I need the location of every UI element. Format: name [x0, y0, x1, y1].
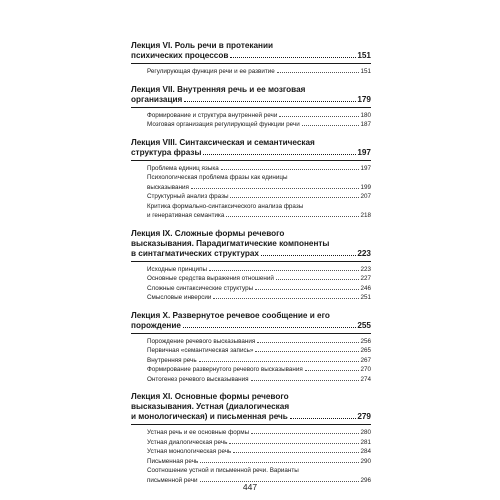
subsection-entry[interactable]: [147, 202, 371, 221]
subsection-list: [147, 265, 371, 303]
subsection-title: Исходные принципы: [147, 265, 208, 273]
subsection-title: Внутренняя речь: [147, 356, 197, 364]
subsection-list: [147, 337, 371, 385]
dot-leader: [230, 197, 359, 198]
toc-lecture: [131, 85, 371, 130]
subsection-entry[interactable]: [147, 438, 371, 448]
subsection-entry[interactable]: [147, 265, 371, 275]
subsection-title-line: Соотношение устной и письменной речи. Варианты: [147, 467, 299, 474]
toc-lecture: [131, 311, 371, 385]
lecture-title: [131, 41, 371, 61]
subsection-page-number: 274: [360, 375, 371, 383]
subsection-page-number: 265: [360, 347, 371, 354]
dot-leader: [213, 298, 359, 299]
subsection-entry[interactable]: [147, 67, 371, 77]
lecture-title: [131, 311, 371, 331]
lecture-title-line: Лекция VI. Роль речи в протекании: [131, 41, 274, 50]
subsection-title: Сложные синтаксические структуры: [147, 284, 254, 292]
section-divider: [131, 424, 371, 425]
subsection-entry[interactable]: [147, 293, 371, 303]
subsection-entry[interactable]: [147, 111, 371, 121]
dot-leader: [305, 370, 360, 371]
dot-leader: [230, 57, 356, 58]
dot-leader: [251, 380, 360, 381]
subsection-title: Регулирующая функция речи и ее развитие: [147, 68, 275, 75]
dot-leader: [277, 72, 360, 73]
subsection-page-number: 223: [360, 265, 371, 273]
dot-leader: [221, 169, 360, 170]
subsection-page-number: 267: [360, 356, 371, 364]
lecture-title-line: структура фразы: [131, 147, 202, 157]
subsection-title: Смысловые инверсии: [147, 294, 212, 301]
subsection-title: и генеративная семантика: [147, 212, 225, 219]
subsection-entry[interactable]: [147, 173, 371, 192]
lecture-title-line: Лекция VIII. Синтаксическая и семантическая: [131, 137, 315, 147]
dot-leader: [302, 125, 360, 126]
dot-leader: [255, 289, 359, 290]
subsection-page-number: 199: [360, 183, 371, 191]
dot-leader: [255, 351, 359, 352]
dot-leader: [183, 327, 356, 328]
subsection-list: [147, 164, 371, 221]
subsection-page-number: 180: [360, 111, 371, 119]
lecture-title-line: высказывания. Парадигматические компоненты: [131, 238, 330, 248]
lecture-title-line: психических процессов: [131, 51, 229, 60]
subsection-entry[interactable]: [147, 284, 371, 294]
subsection-list: [147, 67, 371, 77]
subsection-title: Устная монологическая речь: [147, 448, 232, 455]
lecture-title-entry[interactable]: [131, 412, 371, 422]
subsection-page-number: 281: [360, 438, 371, 446]
subsection-page-number: 187: [360, 121, 371, 128]
subsection-title: Проблема единиц языка: [147, 164, 219, 172]
subsection-entry[interactable]: [147, 346, 371, 356]
section-divider: [131, 333, 371, 334]
subsection-title: Первичная «семантическая запись»: [147, 347, 254, 354]
lecture-title-entry[interactable]: [131, 249, 371, 259]
section-divider: [131, 107, 371, 108]
dot-leader: [257, 342, 359, 343]
subsection-entry[interactable]: [147, 120, 371, 130]
subsection-page-number: 296: [360, 476, 371, 484]
lecture-title: [131, 392, 371, 422]
subsection-title: высказывания: [147, 183, 189, 191]
subsection-page-number: 290: [360, 457, 371, 465]
lecture-title-line: и монологическая) и письменная речь: [131, 412, 288, 421]
dot-leader: [279, 116, 359, 117]
subsection-page-number: 251: [360, 294, 371, 301]
section-divider: [131, 160, 371, 161]
lecture-title-line: порождение: [131, 320, 181, 330]
lecture-title-entry[interactable]: [131, 148, 371, 158]
dot-leader: [276, 279, 360, 280]
toc-lecture: [131, 138, 371, 221]
dot-leader: [233, 452, 359, 453]
lecture-title-line: Лекция IX. Сложные формы речевого: [131, 228, 285, 238]
dot-leader: [184, 101, 356, 102]
toc-lecture: [131, 41, 371, 77]
dot-leader: [290, 418, 356, 419]
page-number: 447: [242, 482, 258, 492]
dot-leader: [200, 462, 359, 463]
dot-leader: [261, 255, 356, 256]
subsection-title-line: Критика формально-синтаксического анализа фразы: [147, 202, 304, 210]
subsection-title: Онтогенез речевого высказывания: [147, 375, 249, 383]
lecture-page-number: 197: [357, 147, 371, 157]
subsection-page-number: 151: [360, 68, 371, 75]
subsection-entry[interactable]: [147, 192, 371, 202]
subsection-entry[interactable]: [147, 375, 371, 385]
subsection-entry[interactable]: [147, 356, 371, 366]
lecture-title: [131, 138, 371, 158]
lecture-page-number: 223: [357, 248, 371, 258]
subsection-list: [147, 428, 371, 485]
subsection-title: Устная речь и ее основные формы: [147, 429, 250, 436]
subsection-title: Мозговая организация регулирующей функции речи: [147, 121, 300, 128]
subsection-page-number: 280: [360, 429, 371, 436]
subsection-page-number: 270: [360, 366, 371, 373]
lecture-page-number: 151: [357, 51, 371, 60]
section-divider: [131, 63, 371, 64]
subsection-entry[interactable]: [147, 365, 371, 375]
lecture-title-entry[interactable]: [131, 321, 371, 331]
lecture-title-line: Лекция X. Развернутое речевое сообщение и его: [131, 310, 330, 320]
lecture-title-entry[interactable]: [131, 51, 371, 61]
subsection-list: [147, 111, 371, 130]
subsection-entry[interactable]: [147, 274, 371, 284]
lecture-title: [131, 229, 371, 259]
dot-leader: [251, 433, 359, 434]
subsection-title: Формирование развернутого речевого высказывания: [147, 366, 303, 373]
dot-leader: [199, 361, 360, 362]
subsection-page-number: 256: [360, 337, 371, 345]
subsection-page-number: 197: [360, 164, 371, 172]
table-of-contents: [131, 41, 371, 493]
lecture-title-entry[interactable]: [131, 95, 371, 105]
toc-lecture: [131, 392, 371, 485]
lecture-title-line: организация: [131, 94, 183, 104]
subsection-title: Порождение речевого высказывания: [147, 337, 256, 345]
dot-leader: [203, 154, 356, 155]
subsection-entry[interactable]: [147, 428, 371, 438]
subsection-page-number: 227: [360, 275, 371, 282]
lecture-title-line: высказывания. Устная (диалогическая: [131, 402, 290, 411]
subsection-page-number: 207: [360, 193, 371, 200]
lecture-title: [131, 85, 371, 105]
subsection-title-line: Психологическая проблема фразы как единицы: [147, 174, 288, 181]
subsection-title: письменной речи: [147, 476, 198, 484]
lecture-page-number: 255: [357, 320, 371, 330]
subsection-title: Устная диалогическая речь: [147, 438, 228, 446]
subsection-title: Основные средства выражения отношений: [147, 275, 274, 282]
subsection-entry[interactable]: [147, 337, 371, 347]
dot-leader: [229, 443, 359, 444]
subsection-page-number: 218: [360, 212, 371, 219]
lecture-page-number: 279: [357, 412, 371, 421]
subsection-page-number: 284: [360, 448, 371, 455]
lecture-title-line: Лекция XI. Основные формы речевого: [131, 392, 289, 401]
dot-leader: [191, 188, 360, 189]
subsection-page-number: 246: [360, 284, 371, 292]
lecture-page-number: 179: [357, 94, 371, 104]
subsection-title: Формирование и структура внутренней речи: [147, 111, 278, 119]
section-divider: [131, 261, 371, 262]
toc-lecture: [131, 229, 371, 303]
lecture-title-line: в синтагматических структурах: [131, 248, 259, 258]
dot-leader: [226, 216, 359, 217]
subsection-title: Структурный анализ фразы: [147, 193, 229, 200]
lecture-title-line: Лекция VII. Внутренняя речь и ее мозговая: [131, 84, 306, 94]
subsection-entry[interactable]: [147, 447, 371, 457]
subsection-title: Письменная речь: [147, 457, 199, 465]
subsection-entry[interactable]: [147, 164, 371, 174]
subsection-entry[interactable]: [147, 457, 371, 467]
dot-leader: [209, 270, 359, 271]
